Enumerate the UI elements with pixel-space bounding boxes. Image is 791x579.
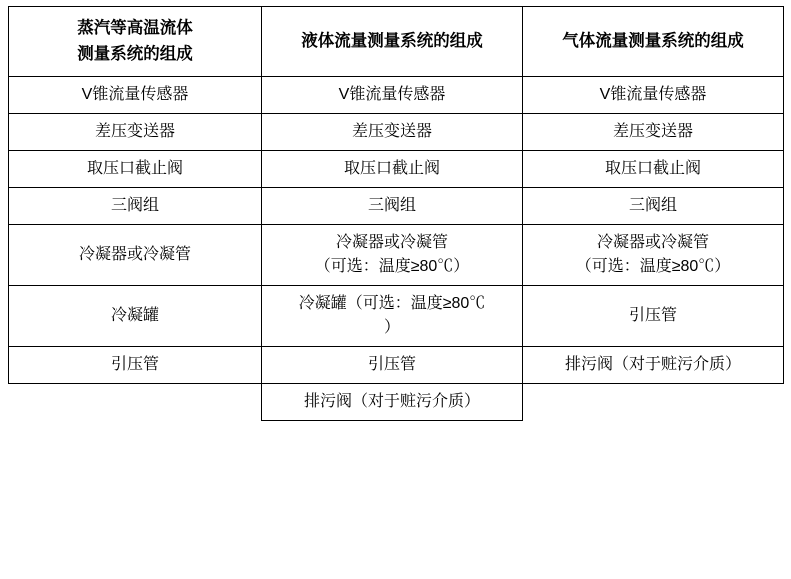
cell-steam: [9, 347, 262, 384]
cell-text: 三阀组: [367, 197, 416, 215]
cell-text: 取压口截止阀: [604, 160, 701, 178]
cell-liquid: [262, 347, 523, 384]
cell-steam: [9, 77, 262, 114]
cell-text: 三阀组: [628, 197, 677, 215]
header-text: 液体流量测量系统的组成: [301, 31, 483, 50]
cell-text: 引压管: [110, 356, 159, 374]
cell-steam: [9, 286, 262, 347]
cell-text: V锥流量传感器: [338, 86, 446, 104]
cell-text: 排污阀（对于赃污介质）: [303, 393, 480, 411]
cell-gas-empty: [523, 384, 784, 421]
cell-text: 三阀组: [110, 197, 159, 215]
cell-gas: [523, 77, 784, 114]
cell-gas: [523, 151, 784, 188]
cell-text: 差压变送器: [94, 123, 175, 141]
cell-text: 冷凝器或冷凝管 （可选：温度≥80℃）: [575, 234, 731, 276]
cell-steam: [9, 151, 262, 188]
table-row: [9, 286, 784, 347]
cell-steam: [9, 225, 262, 286]
cell-text: 冷凝罐（可选：温度≥80℃ ）: [298, 295, 486, 337]
table-row: [9, 225, 784, 286]
cell-liquid: [262, 286, 523, 347]
cell-liquid: [262, 114, 523, 151]
cell-steam-empty: [9, 384, 262, 421]
cell-text: 排污阀（对于赃污介质）: [564, 356, 741, 374]
table-row: [9, 347, 784, 384]
cell-gas: [523, 225, 784, 286]
flow-measurement-composition-table: [8, 6, 784, 421]
cell-text: V锥流量传感器: [599, 86, 707, 104]
column-header-gas: [523, 7, 784, 77]
cell-text: 取压口截止阀: [343, 160, 440, 178]
table-header-row: [9, 7, 784, 77]
column-header-steam: [9, 7, 262, 77]
table-body: [9, 7, 784, 421]
cell-liquid: [262, 77, 523, 114]
cell-text: 冷凝器或冷凝管 （可选：温度≥80℃）: [314, 234, 470, 276]
column-header-liquid: [262, 7, 523, 77]
cell-liquid: [262, 225, 523, 286]
cell-gas: [523, 347, 784, 384]
cell-text: 差压变送器: [612, 123, 693, 141]
cell-liquid: [262, 384, 523, 421]
cell-text: 冷凝器或冷凝管: [78, 246, 191, 264]
cell-steam: [9, 188, 262, 225]
cell-text: 冷凝罐: [110, 307, 159, 325]
cell-text: 引压管: [367, 356, 416, 374]
cell-text: 差压变送器: [351, 123, 432, 141]
table-row: [9, 188, 784, 225]
cell-text: 引压管: [628, 307, 677, 325]
table-row: [9, 384, 784, 421]
cell-liquid: [262, 188, 523, 225]
table-row: [9, 151, 784, 188]
cell-gas: [523, 114, 784, 151]
table-row: [9, 77, 784, 114]
table-row: [9, 114, 784, 151]
cell-liquid: [262, 151, 523, 188]
cell-text: 取压口截止阀: [86, 160, 183, 178]
cell-gas: [523, 188, 784, 225]
cell-steam: [9, 114, 262, 151]
header-text: 蒸汽等高温流体 测量系统的组成: [77, 19, 193, 63]
cell-text: V锥流量传感器: [81, 86, 189, 104]
header-text: 气体流量测量系统的组成: [562, 31, 744, 50]
cell-gas: [523, 286, 784, 347]
